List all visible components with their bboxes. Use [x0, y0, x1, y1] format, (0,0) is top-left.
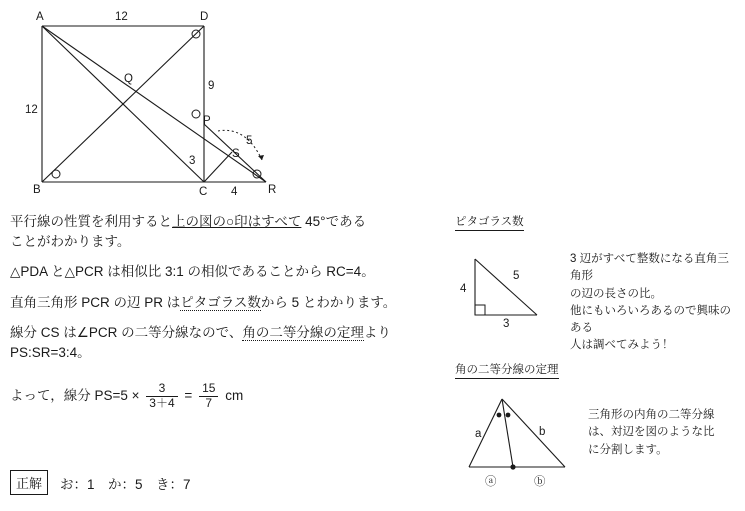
fraction-2-numerator: 15 [202, 381, 216, 396]
panel-bisector-text [588, 385, 715, 459]
explanation-line-3: △PDA と△PCR は相似比 3:1 の相似であることから RC=4。 [10, 264, 375, 280]
panel-pythagorean-title: ピタゴラス数 [455, 213, 524, 231]
right-angle-mark [475, 305, 485, 315]
fraction-1-denominator: 3＋4 [146, 396, 177, 411]
bis-text-2: は、対辺を図のような比 [588, 426, 715, 439]
panel-bisector-title: 角の二等分線の定理 [455, 361, 559, 379]
result-factor: 5 × [120, 388, 140, 404]
length-AD: 12 [115, 11, 128, 23]
label-vertex-A: A [36, 11, 44, 23]
pythagorean-triangle-figure [455, 237, 560, 330]
pyth-text-4: 人は調べてみよう！ [570, 339, 674, 352]
answer-box-label: 正解 [10, 470, 48, 495]
expl-4a: 直角三角形 PCR の辺 PR は [10, 294, 181, 310]
panel-pythagorean [455, 212, 740, 355]
fraction-2-denominator: 7 [199, 396, 218, 411]
fraction-1 [146, 382, 177, 411]
dotted-arc [218, 130, 262, 160]
answer-row [10, 470, 191, 495]
bis-text-3: に分割します。 [588, 443, 668, 456]
angle-mark-B [52, 170, 60, 178]
length-PC: 3 [189, 155, 196, 167]
label-vertex-C: C [199, 186, 208, 198]
expl-4c: から 5 とわかります。 [260, 294, 397, 310]
bisector-label-b: b [539, 426, 546, 438]
answer-values: お：1 か：5 き：7 [60, 476, 191, 492]
expl-2: ことがわかります。 [10, 233, 131, 249]
label-vertex-P: P [203, 115, 211, 127]
equals-sign: = [184, 388, 193, 404]
pyth-text-3: 他にもいろいろあるので興味のある [570, 304, 731, 334]
expl-1b: 上の図の○印はすべて [172, 214, 302, 229]
panel-pythagorean-text [570, 237, 740, 355]
angle-mark-P [192, 110, 200, 118]
length-PR: 5 [246, 135, 253, 147]
expl-5b: 角の二等分線の定理 [242, 325, 364, 341]
length-CR: 4 [231, 186, 238, 198]
triangle-hypotenuse [475, 259, 537, 315]
bisector-label-a: a [475, 428, 482, 440]
explanation-result [10, 382, 440, 411]
pyth-text-2: の辺の長さの比。 [570, 287, 662, 300]
explanation-line-4 [10, 293, 440, 313]
pyth-label-c: 5 [513, 270, 520, 282]
bisector-seg-b: ⓑ [534, 476, 546, 488]
bis-text-1: 三角形の内角の二等分線 [588, 409, 715, 421]
foot-point [510, 464, 515, 469]
angle-dot-left [497, 413, 502, 418]
label-vertex-B: B [33, 184, 41, 196]
expl-1a: 平行線の性質を利用すると [10, 214, 172, 229]
label-vertex-S: S [232, 148, 240, 160]
explanation-line-5 [10, 323, 440, 362]
label-vertex-D: D [200, 11, 209, 23]
pyth-label-a: 4 [460, 283, 467, 295]
label-vertex-R: R [268, 184, 277, 196]
pyth-text-1: 3 辺がすべて整数になる直角三角形 [570, 253, 729, 283]
main-geometry-figure [0, 0, 330, 205]
explanation-block [10, 212, 440, 422]
length-DC: 9 [208, 80, 215, 92]
expl-6: PS:SR=3:4。 [10, 344, 91, 360]
explanation-line-1 [10, 212, 440, 251]
expl-4b: ピタゴラス数 [180, 294, 261, 310]
result-unit: cm [225, 388, 244, 404]
expl-1c: 45°である [305, 214, 367, 229]
length-AB: 12 [25, 104, 38, 116]
bisector-seg-a: ⓐ [485, 476, 497, 488]
fraction-1-numerator: 3 [158, 381, 166, 396]
fraction-2 [199, 382, 218, 411]
bisector-left-side [469, 399, 502, 467]
bisector-triangle-figure [455, 385, 580, 495]
panel-bisector [455, 360, 740, 495]
expl-5a: 線分 CS は∠PCR の二等分線なので、 [10, 325, 243, 341]
pyth-label-b: 3 [503, 318, 510, 330]
segment-CS [204, 152, 232, 182]
label-vertex-Q: Q [124, 73, 133, 85]
angle-dot-right [506, 413, 511, 418]
arc-arrowhead [258, 155, 264, 160]
result-prefix: よって，線分 PS= [10, 388, 121, 404]
expl-5c: より [363, 325, 391, 341]
